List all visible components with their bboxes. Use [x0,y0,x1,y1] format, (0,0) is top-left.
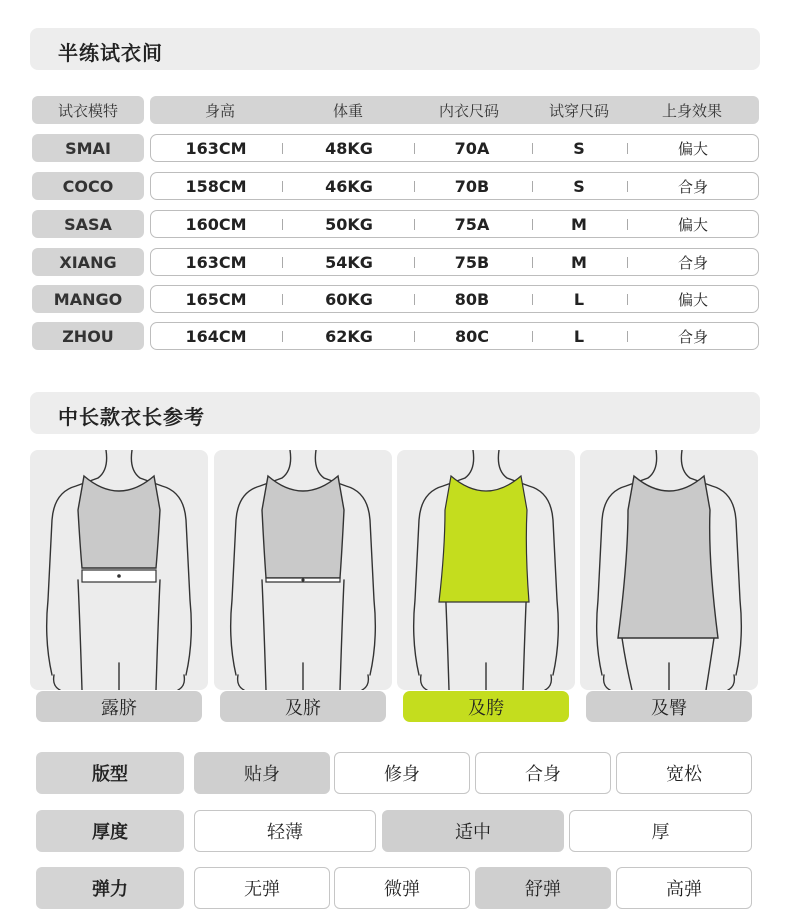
cell-weight: 48KG [325,138,373,158]
cell-divider [627,331,628,342]
cell-height: 160CM [185,214,247,234]
elasticity-option-high[interactable]: 高弹 [616,867,752,909]
table-row [150,172,759,200]
cell-divider [627,219,628,230]
cell-fit-effect: 偏大 [677,215,708,234]
header-tried-size: 试穿尺码 [548,101,609,120]
cell-bra-size: 75A [454,214,490,234]
cell-divider [282,219,283,230]
cell-height: 158CM [185,176,247,196]
cell-bra-size: 80B [454,289,490,309]
section-header-length-reference [30,392,760,434]
cell-tried-size: L [573,326,585,346]
header-fit-effect: 上身效果 [661,101,722,120]
length-option-crop[interactable]: 露脐 [36,691,202,722]
length-card-navel [214,450,392,690]
cell-weight: 62KG [325,326,373,346]
attr-label-thickness: 厚度 [36,810,184,852]
cell-tried-size: S [573,138,585,158]
cell-divider [414,257,415,268]
cell-fit-effect: 偏大 [677,139,708,158]
elasticity-option-comfort[interactable]: 舒弹 [475,867,611,909]
torso-illustration [580,450,758,690]
elasticity-option-none[interactable]: 无弹 [194,867,330,909]
cell-divider [627,181,628,192]
cell-height: 163CM [185,252,247,272]
header-model: 试衣模特 [32,96,144,124]
cell-weight: 50KG [325,214,373,234]
cell-weight: 46KG [325,176,373,196]
torso-illustration [397,450,575,690]
section-title: 中长款衣长参考 [58,405,205,429]
cell-divider [282,181,283,192]
length-card-crop [30,450,208,690]
cell-tried-size: S [573,176,585,196]
cell-divider [627,143,628,154]
cell-tried-size: L [573,289,585,309]
thickness-option-thick[interactable]: 厚 [569,810,752,852]
row-model-label: COCO [32,172,144,200]
fit-option-loose[interactable]: 宽松 [616,752,752,794]
cell-height: 163CM [185,138,247,158]
thickness-option-thin[interactable]: 轻薄 [194,810,376,852]
cell-divider [627,294,628,305]
torso-illustration [214,450,392,690]
section-header-fitting-room [30,28,760,70]
cell-divider [282,331,283,342]
row-model-label: MANGO [32,285,144,313]
table-row [150,248,759,276]
cell-bra-size: 70B [454,176,490,196]
length-option-hip[interactable]: 及胯 [403,691,569,722]
header-height: 身高 [204,101,235,120]
torso-illustration [30,450,208,690]
header-bra-size: 内衣尺码 [438,101,499,120]
thickness-option-medium[interactable]: 适中 [382,810,564,852]
cell-bra-size: 80C [454,326,489,346]
cell-weight: 54KG [325,252,373,272]
cell-bra-size: 70A [454,138,490,158]
elasticity-option-slight[interactable]: 微弹 [334,867,470,909]
cell-divider [414,143,415,154]
fit-option-slim[interactable]: 修身 [334,752,470,794]
length-option-navel[interactable]: 及脐 [220,691,386,722]
length-card-hip [397,450,575,690]
cell-divider [414,181,415,192]
cell-tried-size: M [571,252,587,272]
cell-divider [414,294,415,305]
row-model-label: ZHOU [32,322,144,350]
header-weight: 体重 [332,101,363,120]
attr-label-elasticity: 弹力 [36,867,184,909]
fit-option-tight[interactable]: 贴身 [194,752,330,794]
cell-tried-size: M [571,214,587,234]
cell-divider [414,331,415,342]
table-header [150,96,759,124]
cell-divider [414,219,415,230]
row-model-label: SASA [32,210,144,238]
fit-option-regular[interactable]: 合身 [475,752,611,794]
cell-divider [282,143,283,154]
length-option-buttock[interactable]: 及臀 [586,691,752,722]
length-card-buttock [580,450,758,690]
cell-divider [282,257,283,268]
cell-fit-effect: 合身 [677,327,708,346]
cell-height: 164CM [185,326,247,346]
attr-label-fit: 版型 [36,752,184,794]
cell-weight: 60KG [325,289,373,309]
cell-bra-size: 75B [454,252,490,272]
cell-fit-effect: 合身 [677,253,708,272]
row-model-label: XIANG [32,248,144,276]
cell-fit-effect: 合身 [677,177,708,196]
cell-divider [627,257,628,268]
cell-height: 165CM [185,289,247,309]
table-row [150,322,759,350]
cell-divider [282,294,283,305]
table-row [150,285,759,313]
section-title: 半练试衣间 [58,41,163,65]
table-row [150,134,759,162]
table-row [150,210,759,238]
row-model-label: SMAI [32,134,144,162]
cell-fit-effect: 偏大 [677,290,708,309]
